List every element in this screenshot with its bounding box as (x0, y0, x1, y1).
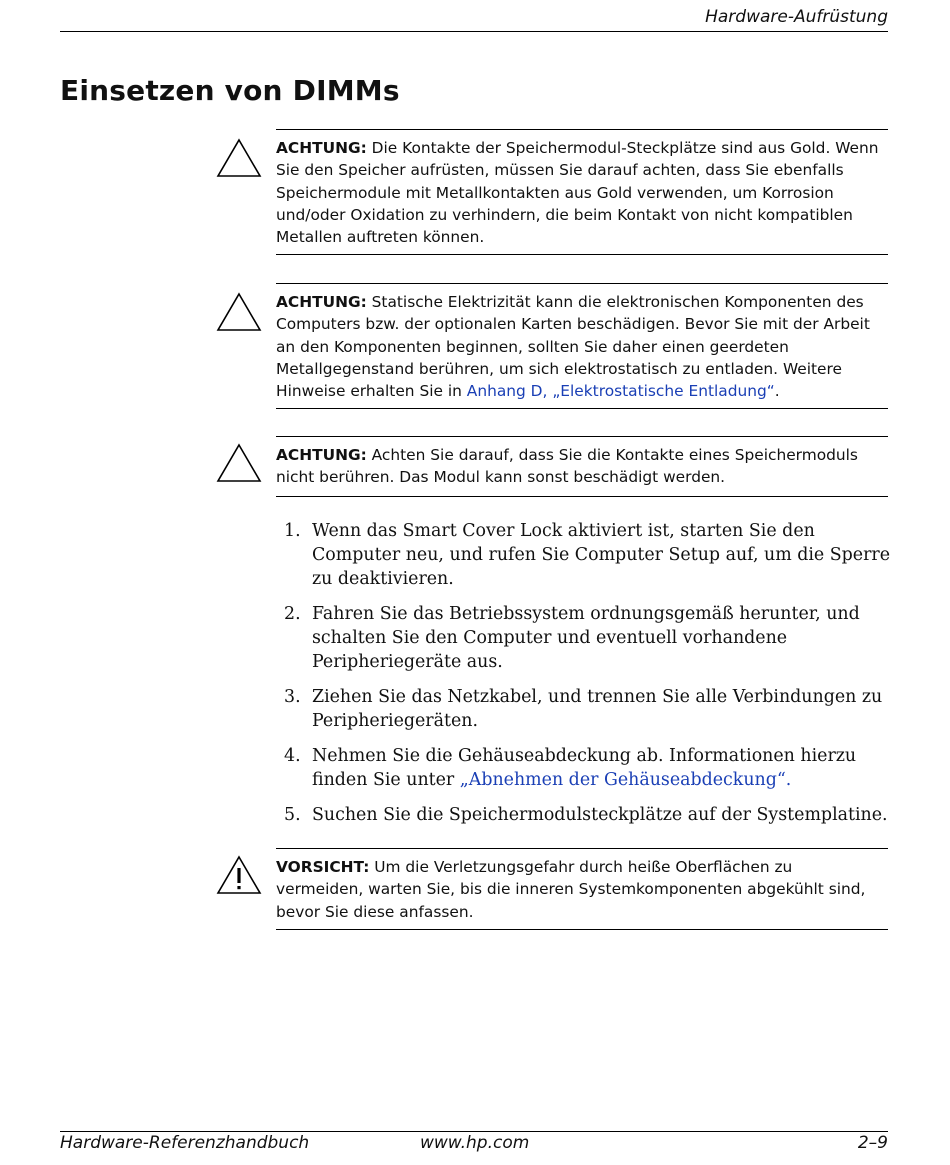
footer-website: www.hp.com (420, 1133, 530, 1153)
caution-triangle-icon (216, 443, 262, 483)
page-title: Einsetzen von DIMMs (60, 74, 400, 107)
step-item (284, 519, 894, 591)
procedure-steps (284, 519, 894, 838)
caution-note-contacts (276, 436, 888, 497)
step-text: Fahren Sie das Betriebssystem ordnungsgemäß herunter, und schalten Sie den Computer und eventuell vorhandene Peripheriegeräte aus. (312, 604, 860, 672)
caution-note-gold-contacts (276, 129, 888, 255)
note-text (276, 137, 882, 248)
step-number: 3. (284, 687, 301, 707)
cover-removal-link[interactable]: „Abnehmen der Gehäuseabdeckung“. (459, 770, 792, 790)
step-text: Wenn das Smart Cover Lock aktiviert ist, starten Sie den Computer neu, und rufen Sie Computer Setup auf, um die Sperre zu deaktivieren. (312, 521, 891, 589)
header-rule (60, 31, 888, 32)
step-text: Suchen Sie die Speichermodulsteckplätze auf der Systemplatine. (312, 805, 888, 825)
note-label: ACHTUNG: (276, 139, 367, 157)
note-text (276, 291, 882, 402)
note-text (276, 444, 882, 489)
step-item (284, 803, 894, 827)
running-header: Hardware-Aufrüstung (705, 7, 888, 27)
step-number: 2. (284, 604, 301, 624)
warning-triangle-icon (216, 855, 262, 895)
footer-rule (60, 1131, 888, 1132)
step-number: 1. (284, 521, 301, 541)
caution-note-static (276, 283, 888, 409)
warning-note-hot-surfaces (276, 848, 888, 930)
caution-triangle-icon (216, 138, 262, 178)
note-body: Achten Sie darauf, dass Sie die Kontakte eines Speichermoduls nicht berühren. Das Modul kann sonst beschädigt werden. (276, 446, 858, 487)
page-number: 2–9 (857, 1133, 888, 1153)
note-body-end: . (774, 382, 780, 401)
step-number: 4. (284, 746, 301, 766)
note-label: ACHTUNG: (276, 446, 367, 464)
appendix-d-link[interactable]: Anhang D, „Elektrostatische Entladung“ (466, 382, 775, 401)
step-item (284, 744, 894, 792)
note-label: VORSICHT: (276, 858, 370, 876)
step-number: 5. (284, 805, 301, 825)
step-text: Ziehen Sie das Netzkabel, und trennen Sie alle Verbindungen zu Peripheriegeräten. (312, 687, 883, 731)
caution-triangle-icon (216, 292, 262, 332)
step-text: Nehmen Sie die Gehäuseabdeckung ab. Informationen hierzu finden Sie unter (312, 746, 857, 790)
note-label: ACHTUNG: (276, 293, 367, 311)
footer-manual-title: Hardware-Referenzhandbuch (60, 1133, 310, 1153)
note-body: Die Kontakte der Speichermodul-Steckplätze sind aus Gold. Wenn Sie den Speicher aufrüsten, müssen Sie darauf achten, dass Sie ebenfalls Speichermodule mit Metallkontakten aus Gold verwenden, um Korrosion und/oder Oxidation zu verhindern, die beim Kontakt von nicht kompatiblen Metallen auftreten können. (276, 139, 879, 247)
note-body: Statische Elektrizität kann die elektronischen Komponenten des Computers bzw. der optionalen Karten beschädigen. Bevor Sie mit der Arbeit an den Komponenten beginnen, sollten Sie daher einen geerdeten Metallgegenstand berühren, um sich elektrostatisch zu entladen. Weitere Hinweise erhalten Sie in (276, 293, 870, 401)
step-item (284, 685, 894, 733)
note-text (276, 856, 882, 923)
note-body: Um die Verletzungsgefahr durch heiße Oberflächen zu vermeiden, warten Sie, bis die inneren Systemkomponenten abgekühlt sind, bevor Sie diese anfassen. (276, 858, 866, 921)
step-item (284, 602, 894, 674)
